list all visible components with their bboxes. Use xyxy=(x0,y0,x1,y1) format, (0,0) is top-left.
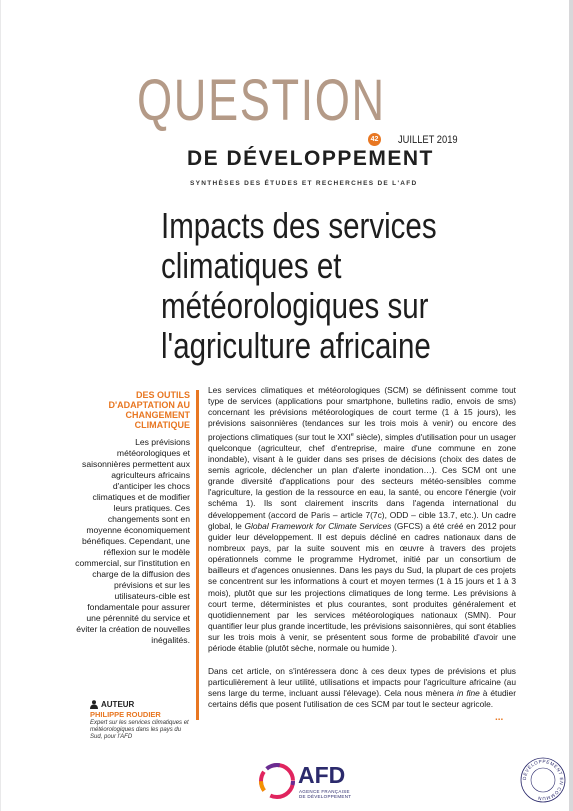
series-tagline: SYNTHÈSES DES ÉTUDES ET RECHERCHES DE L'AFD xyxy=(190,180,418,187)
afd-logo-icon xyxy=(257,761,297,801)
abstract: Les prévisions météorologiques et saisonnières permettent aux agriculteurs africains d'anticiper les chocs climatiques et de modifier leurs pratiques. Ces changements sont en moyenne économiquement bénéfiques. Cependant, une réflexion sur le modèle commercial, sur l'institution en charge de la diffusion des prévisions et sur les utilisateurs-cible est fondamentale pour assurer une pérennité du service et éviter la création de nouvelles inégalités. xyxy=(75,437,190,645)
title-line: Impacts des services xyxy=(161,205,437,246)
page xyxy=(1,0,569,811)
article-title xyxy=(161,206,473,366)
author-label: AUTEUR xyxy=(101,700,135,709)
body-paragraph: Les services climatiques et météorologiques (SCM) se définissent comme tout type de services (applications pour smartphone, bulletins radio, envois de sms) concernant les prévisions météorologiques de court terme (1 à 15 jours), les prévisions saisonnières (tendances sur les trois mois à venir) ou encore des projections climatiques (sur tout le XXIe siècle), simples d'utilisation pour un usager quelconque (agriculteur, chef d'entreprise, maire d'une commune en zone inondable), visant à le guider dans ses prises de décisions (choix des dates de semis agricole, déclencher un plan d'alerte inondation…). Ces SCM ont une grande diversité d'applications pour des secteurs météo-sensibles comme l'agriculture, la gestion de la ressource en eau, la santé, ou encore l'énergie (voir schéma 1). Ils sont clairement inscrits dans l'agenda international du développement (accord de Paris – article 7(7c), ODD – cible 13.7, etc.). Un cadre global, le Global Framework for Climate Services (GFCS) a été créé en 2012 pour guider leur développement. Il est depuis décliné en cadres nationaux dans de nombreux pays, par la suite souvent mis en œuvre à travers des projets opérationnels comme le programme Hydromet, initié par un consortium de bailleurs et d'agences onusiennes. Dans les pays du Sud, la plupart de ces projets se concentrent sur les informations à court et moyen termes (1 à 15 jours et 1 à 3 mois), plutôt que sur les projections climatiques de long terme. Les prévisions à court terme, déterministes et plus courantes, sont produites généralement et quotidiennement par les services météorologiques nationaux (SMN). Pour quantifier leur plus grande incertitude, les prévisions saisonnières, qui sont établies sur les trois mois à venir, se présentent sous forme de probabilité d'avoir une période établie (plutôt sèche, normale ou humide ). xyxy=(208,385,517,654)
afd-logo-text: AFD xyxy=(298,762,346,788)
body-paragraph: Dans cet article, on s'intéressera donc à ces deux types de prévisions et plus particulièrement à leur utilité, utilisations et impacts pour l'agriculture africaine (au sens large du terme, incluant aussi l'élevage). Cela nous mènera in fine à étudier certains défis que posent l'utilisation de ces SCM par tout le secteur agricole. xyxy=(208,665,516,710)
publication-date: JUILLET 2019 xyxy=(398,134,458,146)
person-icon xyxy=(90,700,98,709)
section-heading: DES OUTILS D'ADAPTATION AU CHANGEMENT CLIMATIQUE xyxy=(108,390,190,430)
series-title: QUESTION xyxy=(137,68,386,133)
title-line: l'agriculture africaine xyxy=(161,325,431,366)
article-body xyxy=(208,385,516,710)
vertical-divider xyxy=(196,390,199,720)
svg-text:DÉVELOPPEMENT EN COMMUN: DÉVELOPPEMENT EN COMMUN xyxy=(521,758,565,802)
author-name: PHILIPPE ROUDIER xyxy=(90,710,161,719)
author-role: Expert sur les services climatiques et météorologiques dans les pays du Sud, pour l'AFD xyxy=(90,720,189,740)
page-edge-shadow xyxy=(569,0,573,811)
developpement-en-commun-seal-icon xyxy=(519,756,567,804)
continuation-mark: ... xyxy=(495,712,504,723)
series-subtitle: DE DÉVELOPPEMENT xyxy=(187,147,434,170)
afd-logo-subtitle: AGENCE FRANÇAISE DE DÉVELOPPEMENT xyxy=(299,789,352,799)
issue-number-badge: 42 xyxy=(368,133,381,146)
title-line: climatiques et xyxy=(161,245,342,286)
title-line: météorologiques sur xyxy=(161,285,429,326)
